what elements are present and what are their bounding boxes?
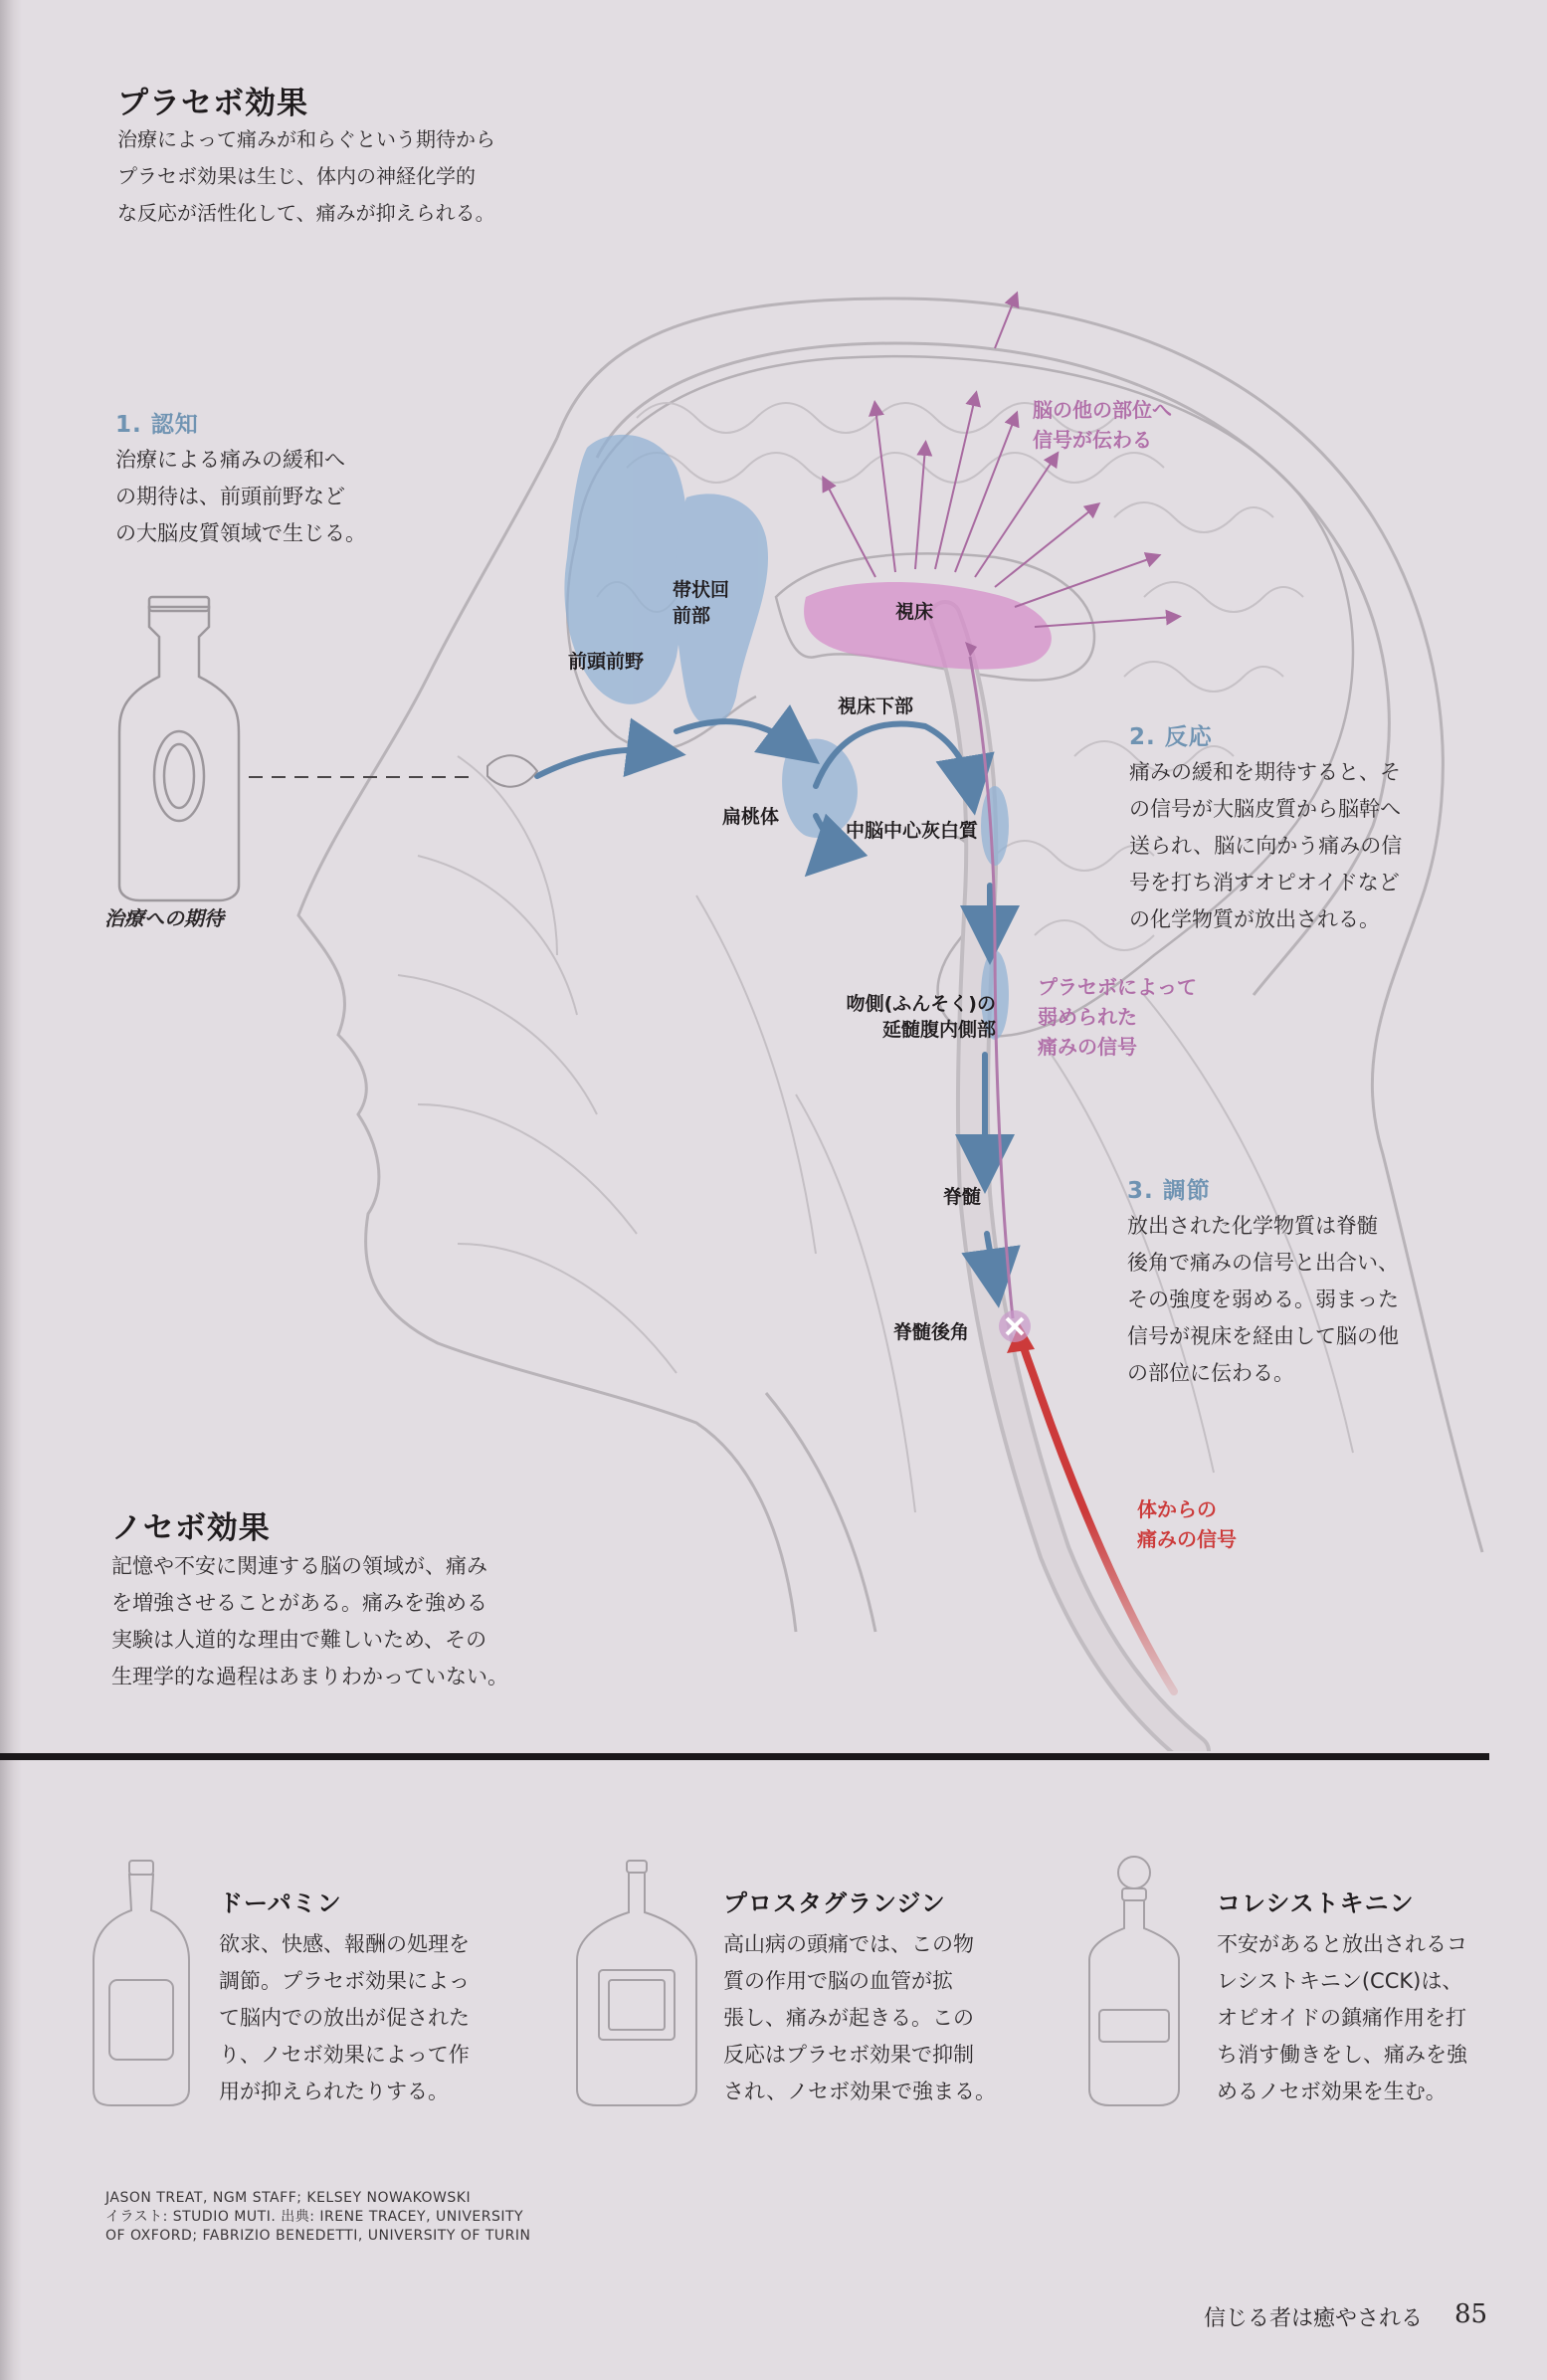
- expectation-label: 治療への期待: [104, 906, 224, 930]
- nocebo-line: を増強させることがある。痛みを強める: [111, 1591, 487, 1615]
- chemical-line: 反応はプラセボ効果で抑制: [723, 2043, 974, 2067]
- head-outline: [298, 298, 1482, 1632]
- chemical-line: され、ノセボ効果で強まる。: [723, 2080, 997, 2103]
- chemical-description: [219, 1926, 470, 2110]
- placebo-line: プラセボ効果は生じ、体内の神経化学的: [117, 164, 476, 188]
- credit-line: イラスト: STUDIO MUTI. 出典: IRENE TRACEY, UNIVERSITY: [105, 2209, 524, 2225]
- step3-line: 後角で痛みの信号と出合い、: [1127, 1251, 1399, 1275]
- radiating-signal-arrows: [826, 298, 1174, 627]
- thalamus-label: 視床: [895, 601, 934, 623]
- other-regions-label-line: 信号が伝わる: [1033, 428, 1152, 452]
- cingulate-label-line: 前部: [673, 605, 711, 627]
- thalamus-region: [804, 582, 1052, 670]
- step3-line: 信号が視床を経由して脳の他: [1127, 1324, 1399, 1348]
- nocebo-line: 実験は人道的な理由で難しいため、その: [111, 1628, 487, 1652]
- chemical-line: 不安があると放出されるコ: [1217, 1932, 1467, 1956]
- placebo-description: [117, 121, 575, 232]
- body-pain-label-line: 痛みの信号: [1137, 1527, 1237, 1551]
- pag-label: 中脳中心灰白質: [846, 820, 979, 842]
- chemical-card-dopamine: [219, 1884, 470, 2110]
- chemical-line: レシストキニン(CCK)は、: [1217, 1969, 1463, 1993]
- nocebo-line: 生理学的な過程はあまりわかっていない。: [111, 1665, 508, 1688]
- step2-line: の信号が大脳皮質から脳幹へ: [1129, 797, 1401, 821]
- chemical-line: 質の作用で脳の血管が拡: [723, 1969, 953, 1993]
- chemical-name: ドーパミン: [219, 1889, 342, 1917]
- nocebo-line: 記憶や不安に関連する脳の領域が、痛み: [111, 1554, 487, 1578]
- step2-description: [1129, 754, 1402, 938]
- body-pain-label: [1137, 1494, 1237, 1554]
- dorsal-horn-cross-icon: [999, 1310, 1031, 1342]
- credit-line: JASON TREAT, NGM STAFF; KELSEY NOWAKOWSKI: [105, 2190, 472, 2206]
- weakened-signal-label-line: プラセボによって: [1038, 975, 1197, 999]
- step1-line: 治療による痛みの緩和へ: [115, 448, 345, 472]
- placebo-line: な反応が活性化して、痛みが抑えられる。: [117, 201, 495, 225]
- chemical-line: めるノセボ効果を生む。: [1217, 2080, 1447, 2103]
- running-title: 信じる者は癒やされる: [1204, 2306, 1424, 2331]
- rvm-label: [811, 991, 996, 1043]
- chemical-description: [1217, 1926, 1467, 2110]
- placebo-line: 治療によって痛みが和らぐという期待から: [117, 127, 495, 151]
- chemical-line: 欲求、快感、報酬の処理を: [219, 1932, 470, 1956]
- step2-line: 送られ、脳に向かう痛みの信: [1129, 834, 1403, 858]
- step1-line: の期待は、前頭前野など: [115, 485, 345, 508]
- chemical-name: プロスタグランジン: [723, 1889, 946, 1917]
- chemical-line: 張し、痛みが起きる。この: [723, 2006, 974, 2030]
- chemical-line: 高山病の頭痛では、この物: [723, 1932, 974, 1956]
- chemical-name: コレシストキニン: [1217, 1889, 1415, 1917]
- rvm-label-line: 延髄腹内側部: [881, 1019, 996, 1041]
- step2-line: の化学物質が放出される。: [1129, 907, 1380, 931]
- chemical-card-cck: [1217, 1884, 1467, 2110]
- placebo-title: プラセボ効果: [117, 86, 308, 121]
- step3-description: [1127, 1208, 1399, 1392]
- placebo-bottle: [119, 597, 239, 900]
- step2-line: 号を打ち消すオピオイドなど: [1129, 871, 1400, 894]
- dopamine-bottle: [94, 1861, 189, 2105]
- chemical-line: て脳内での放出が促された: [219, 2006, 470, 2030]
- chemical-card-prostaglandin: [723, 1884, 996, 2110]
- cck-bottle: [1089, 1857, 1179, 2105]
- chemical-line: 用が抑えられたりする。: [219, 2080, 449, 2103]
- weakened-signal-label-line: 痛みの信号: [1038, 1035, 1137, 1059]
- hypothalamus-label: 視床下部: [838, 695, 914, 717]
- chemical-line: り、ノセボ効果によって作: [219, 2043, 470, 2067]
- step2-line: 痛みの緩和を期待すると、そ: [1129, 760, 1401, 784]
- credit-line: OF OXFORD; FABRIZIO BENEDETTI, UNIVERSITY OF TURIN: [105, 2228, 531, 2244]
- prostaglandin-bottle: [577, 1861, 696, 2105]
- step1-title: 1. 認知: [115, 412, 199, 438]
- weakened-signal-label: [1038, 972, 1197, 1062]
- other-regions-label: [1033, 395, 1172, 455]
- chemical-line: 調節。プラセボ効果によっ: [219, 1969, 470, 1993]
- amygdala-label: 扁桃体: [722, 806, 780, 828]
- page-number: 85: [1454, 2299, 1488, 2329]
- step3-line: の部位に伝わる。: [1127, 1361, 1294, 1385]
- cingulate-label: [673, 577, 729, 629]
- section-divider: [0, 1753, 1489, 1760]
- step3-line: その強度を弱める。弱まった: [1127, 1288, 1399, 1311]
- weakened-signal-label-line: 弱められた: [1038, 1005, 1137, 1029]
- step3-line: 放出された化学物質は脊髄: [1127, 1214, 1378, 1238]
- dorsal-horn-label: 脊髄後角: [893, 1321, 970, 1343]
- nocebo-title: ノセボ効果: [111, 1510, 271, 1546]
- prefrontal-label: 前頭前野: [568, 651, 645, 673]
- step1-description: [115, 442, 366, 552]
- spinal-cord-label: 脊髄: [943, 1186, 982, 1208]
- chemical-line: ち消す働きをし、痛みを強: [1217, 2043, 1467, 2067]
- step1-line: の大脳皮質領域で生じる。: [115, 521, 366, 545]
- chemical-line: オピオイドの鎮痛作用を打: [1217, 2006, 1466, 2030]
- cingulate-label-line: 帯状回: [673, 579, 730, 601]
- chemical-description: [723, 1926, 996, 2110]
- nocebo-description: [111, 1548, 508, 1695]
- body-pain-label-line: 体からの: [1137, 1497, 1217, 1521]
- step3-title: 3. 調節: [1127, 1178, 1211, 1204]
- eye: [487, 755, 537, 786]
- credits: [105, 2189, 530, 2246]
- other-regions-label-line: 脳の他の部位へ: [1033, 398, 1172, 422]
- step2-title: 2. 反応: [1129, 724, 1213, 750]
- rvm-label-line: 吻側(ふんそく)の: [846, 993, 996, 1015]
